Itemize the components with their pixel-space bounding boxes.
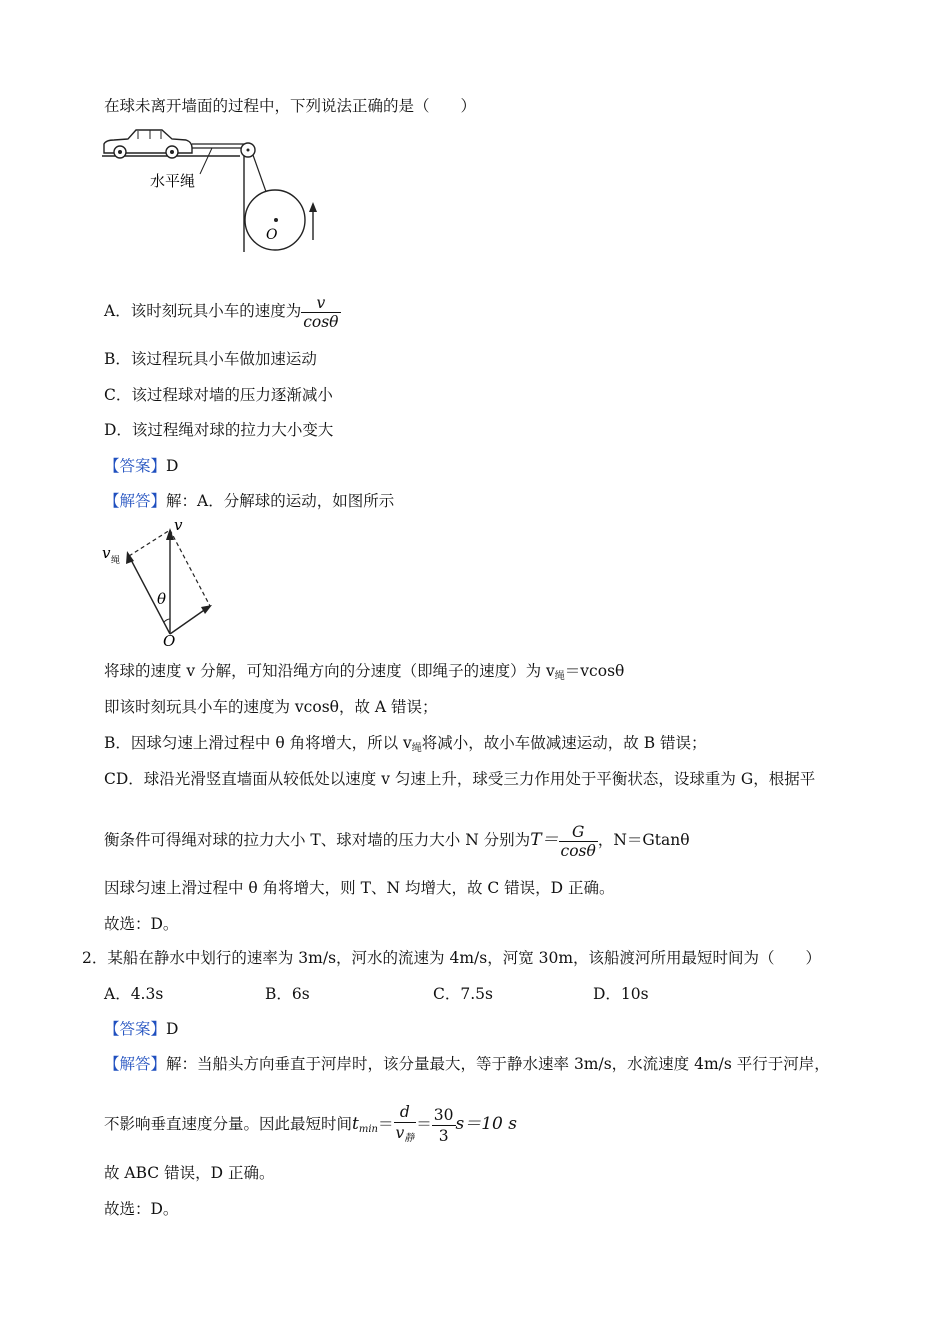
q1-line4: CD．球沿光滑竖直墙面从较低处以速度 v 匀速上升，球受三力作用处于平衡状态，设球重为 G，根据平	[104, 770, 816, 788]
eq2: ＝	[416, 1115, 432, 1133]
q2-option-a: A．4.3s	[104, 985, 164, 1003]
q2-explain	[104, 1053, 830, 1075]
explain-text: 解：A．分解球的运动，如图所示	[166, 492, 395, 510]
v-rope-sub: 绳	[111, 556, 121, 566]
frac-den: cosθ	[303, 312, 339, 331]
eq1: ＝	[377, 1115, 394, 1133]
velocity-decomposition-figure	[100, 516, 220, 648]
thirty-over-three-fraction	[432, 1105, 456, 1146]
explain-tag: 【解答】	[104, 492, 167, 510]
q2-line2	[104, 1100, 517, 1154]
q2-explain-text: 解：当船头方向垂直于河岸时，该分量最大，等于静水速率 3m/s，水流速度 4m/s 平行于河岸，	[166, 1055, 830, 1073]
q1-line2: 即该时刻玩具小车的速度为 vcosθ，故 A 错误；	[104, 698, 438, 716]
v-den: v	[395, 1123, 405, 1142]
q2-option-c: C．7.5s	[433, 985, 493, 1003]
den-3: 3	[432, 1125, 456, 1146]
origin-label: O	[163, 632, 176, 648]
line3-sub: 绳	[411, 743, 422, 754]
option-b: B．该过程玩具小车做加速运动	[104, 350, 317, 368]
q1-answer	[104, 455, 178, 477]
center-o-label: O	[266, 227, 278, 243]
option-c: C．该过程球对墙的压力逐渐减小	[104, 386, 333, 404]
result-tail: s＝10 s	[455, 1114, 517, 1134]
line5-text: 衡条件可得绳对球的拉力大小 T、球对墙的压力大小 N 分别为	[104, 831, 531, 849]
num-30: 30	[433, 1105, 454, 1124]
answer-tag: 【答案】	[104, 457, 167, 475]
option-a	[104, 289, 341, 333]
line1-tail: ＝vcosθ	[564, 662, 625, 680]
q2-explain-tag: 【解答】	[104, 1055, 167, 1073]
answer-value: D	[166, 457, 179, 475]
t-sub: min	[358, 1124, 378, 1135]
line1-text: 将球的速度 v 分解，可知沿绳方向的分速度（即绳子的速度）为 v	[104, 662, 555, 680]
q1-explain	[104, 490, 394, 512]
v-rope-label: v	[102, 544, 111, 562]
theta-label: θ	[157, 590, 167, 608]
q2-stem: 2．某船在静水中划行的速率为 3m/s，河水的流速为 4m/s，河宽 30m，该船渡河所用最短时间为（ ）	[82, 949, 822, 967]
q1-line3	[104, 732, 707, 760]
option-a-fraction	[301, 294, 340, 331]
q1-intro: 在球未离开墙面的过程中，下列说法正确的是（ ）	[104, 97, 477, 115]
q2-answer	[104, 1018, 178, 1040]
t-symbol: t	[352, 1114, 359, 1134]
q1-line1	[104, 660, 624, 688]
d-over-v-fraction	[394, 1102, 417, 1149]
v-den-sub: 静	[404, 1132, 415, 1144]
q1-line6: 因球匀速上滑过程中 θ 角将增大，则 T、N 均增大，故 C 错误，D 正确。	[104, 879, 615, 897]
q1-line5	[104, 818, 690, 862]
q2-answer-value: D	[166, 1020, 179, 1038]
q2-option-b: B．6s	[265, 985, 310, 1003]
tension-num: G	[571, 822, 585, 841]
q2-option-d: D．10s	[593, 985, 649, 1003]
q2-line2-text: 不影响垂直速度分量。因此最短时间	[104, 1115, 353, 1133]
line5-t: T＝	[530, 830, 559, 850]
car-pulley-ball-figure	[100, 122, 330, 257]
v-label: v	[174, 516, 183, 534]
line5-tail: ，N＝Gtanθ	[597, 831, 690, 849]
option-a-text: A．该时刻玩具小车的速度为	[104, 302, 302, 320]
rope-label: 水平绳	[150, 172, 196, 190]
frac-num: v	[316, 293, 326, 312]
line3-text: B．因球匀速上滑过程中 θ 角将增大，所以 v	[104, 734, 412, 752]
q2-line3: 故 ABC 错误，D 正确。	[104, 1164, 275, 1182]
tension-fraction	[559, 823, 598, 860]
q1-line7: 故选：D。	[104, 915, 179, 933]
tension-den: cosθ	[560, 841, 596, 860]
line3-tail: 将减小，故小车做减速运动，故 B 错误；	[421, 734, 707, 752]
d-num: d	[399, 1102, 410, 1121]
q2-answer-tag: 【答案】	[104, 1020, 167, 1038]
option-d: D．该过程绳对球的拉力大小变大	[104, 421, 334, 439]
q2-line4: 故选：D。	[104, 1200, 179, 1218]
line1-sub: 绳	[554, 671, 565, 682]
